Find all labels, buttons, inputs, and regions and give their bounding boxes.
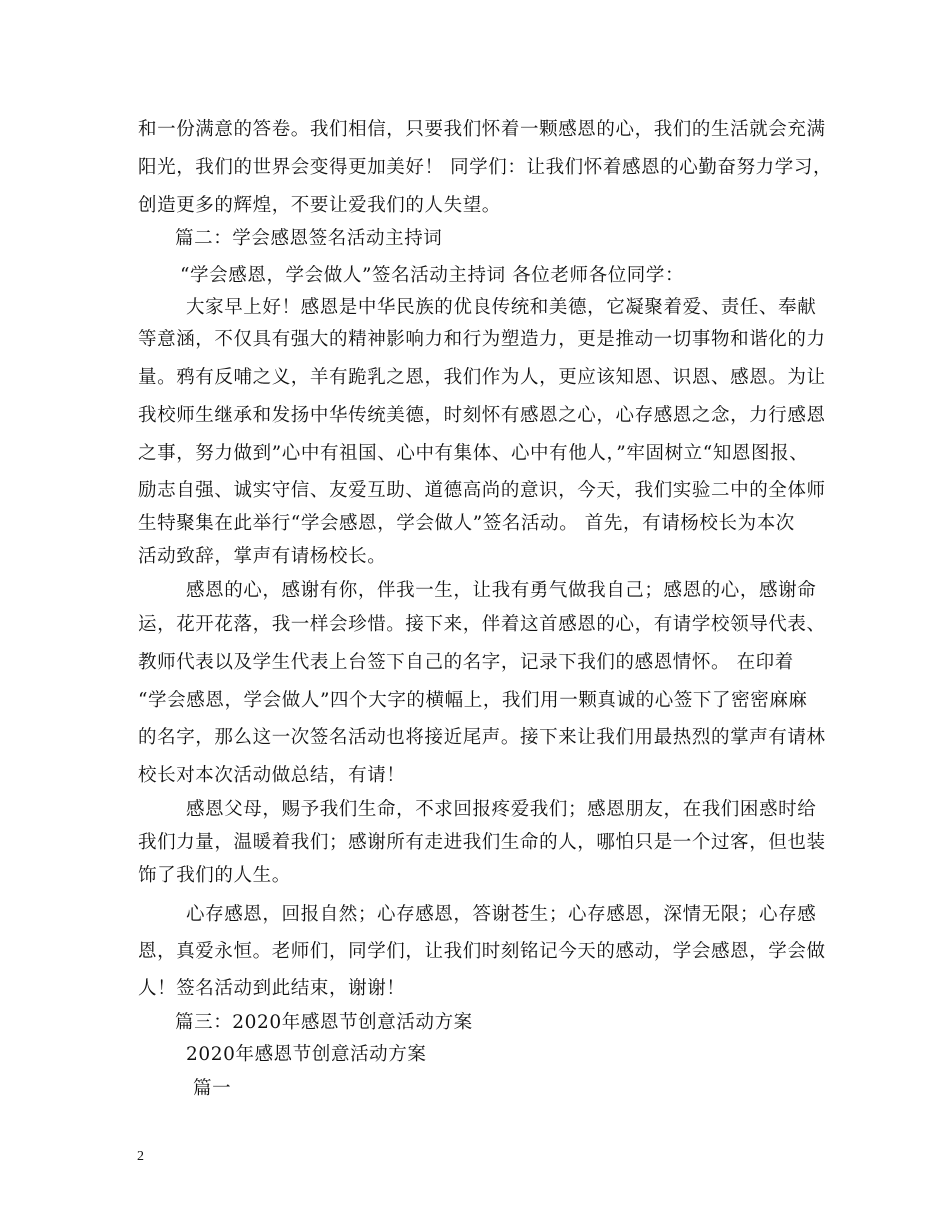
- text-line: 饰了我们的人生。: [138, 865, 291, 886]
- text-line: 校长对本次活动做总结，有请！: [138, 765, 406, 786]
- text-line: 心存感恩，回报自然；心存感恩，答谢苍生；心存感恩，深情无限；心存感: [186, 904, 817, 925]
- text-line: 创造更多的辉煌，不要让爱我们的人失望。: [138, 195, 501, 216]
- text-line: “学会感恩，学会做人”签名活动主持词 各位老师各位同学：: [180, 265, 685, 286]
- text-line: “学会感恩，学会做人”四个大字的横幅上，我们用一颗真诚的心签下了密密麻麻: [138, 690, 808, 711]
- text-line: 我校师生继承和发扬中华传统美德，时刻怀有感恩之心，心存感恩之念，力行感恩: [138, 405, 826, 426]
- subheading: 篇一: [193, 1078, 232, 1099]
- section-heading: 篇三：2020年感恩节创意活动方案: [175, 1012, 473, 1033]
- section-heading: 篇二：学会感恩签名活动主持词: [175, 228, 443, 249]
- text-line: 量。鸦有反哺之义，羊有跪乳之恩，我们作为人，更应该知恩、识恩、感恩。为让: [138, 367, 826, 388]
- text-line: 我们力量，温暖着我们；感谢所有走进我们生命的人，哪怕只是一个过客，但也装: [138, 832, 826, 853]
- text-line: 活动致辞，掌声有请杨校长。: [138, 546, 387, 567]
- text-line: 生特聚集在此举行“学会感恩，学会做人”签名活动。 首先，有请杨校长为本次: [138, 513, 795, 534]
- text-line: 和一份满意的答卷。我们相信，只要我们怀着一颗感恩的心，我们的生活就会充满: [138, 119, 826, 140]
- subheading: 2020年感恩节创意活动方案: [186, 1044, 427, 1065]
- text-line: 励志自强、诚实守信、友爱互助、道德高尚的意识，今天，我们实验二中的全体师: [138, 480, 826, 501]
- text-line: 人！签名活动到此结束，谢谢！: [138, 978, 406, 999]
- text-line: 大家早上好！感恩是中华民族的优良传统和美德，它凝聚着爱、责任、奉献: [186, 297, 817, 318]
- text-line: 的名字，那么这一次签名活动也将接近尾声。接下来让我们用最热烈的掌声有请林: [138, 727, 826, 748]
- text-line: 恩，真爱永恒。老师们，同学们，让我们时刻铭记今天的感动，学会感恩，学会做: [138, 941, 826, 962]
- text-line: 运，花开花落，我一样会珍惜。接下来，伴着这首感恩的心，有请学校领导代表、: [138, 614, 826, 635]
- text-line: 感恩父母，赐予我们生命，不求回报疼爱我们；感恩朋友，在我们困惑时给: [186, 799, 817, 820]
- text-line: 等意涵，不仅具有强大的精神影响力和行为塑造力，更是推动一切事物和谐化的力: [138, 329, 826, 350]
- text-line: 阳光，我们的世界会变得更加美好！ 同学们：让我们怀着感恩的心勤奋努力学习，: [138, 157, 833, 178]
- text-line: 之事，努力做到”心中有祖国、心中有集体、心中有他人，”牢固树立“知恩图报、: [138, 443, 809, 464]
- page-number: 2: [137, 1149, 144, 1164]
- text-line: 感恩的心，感谢有你，伴我一生，让我有勇气做我自己；感恩的心，感谢命: [186, 580, 817, 601]
- text-line: 教师代表以及学生代表上台签下自己的名字，记录下我们的感恩情怀。 在印着: [138, 652, 794, 673]
